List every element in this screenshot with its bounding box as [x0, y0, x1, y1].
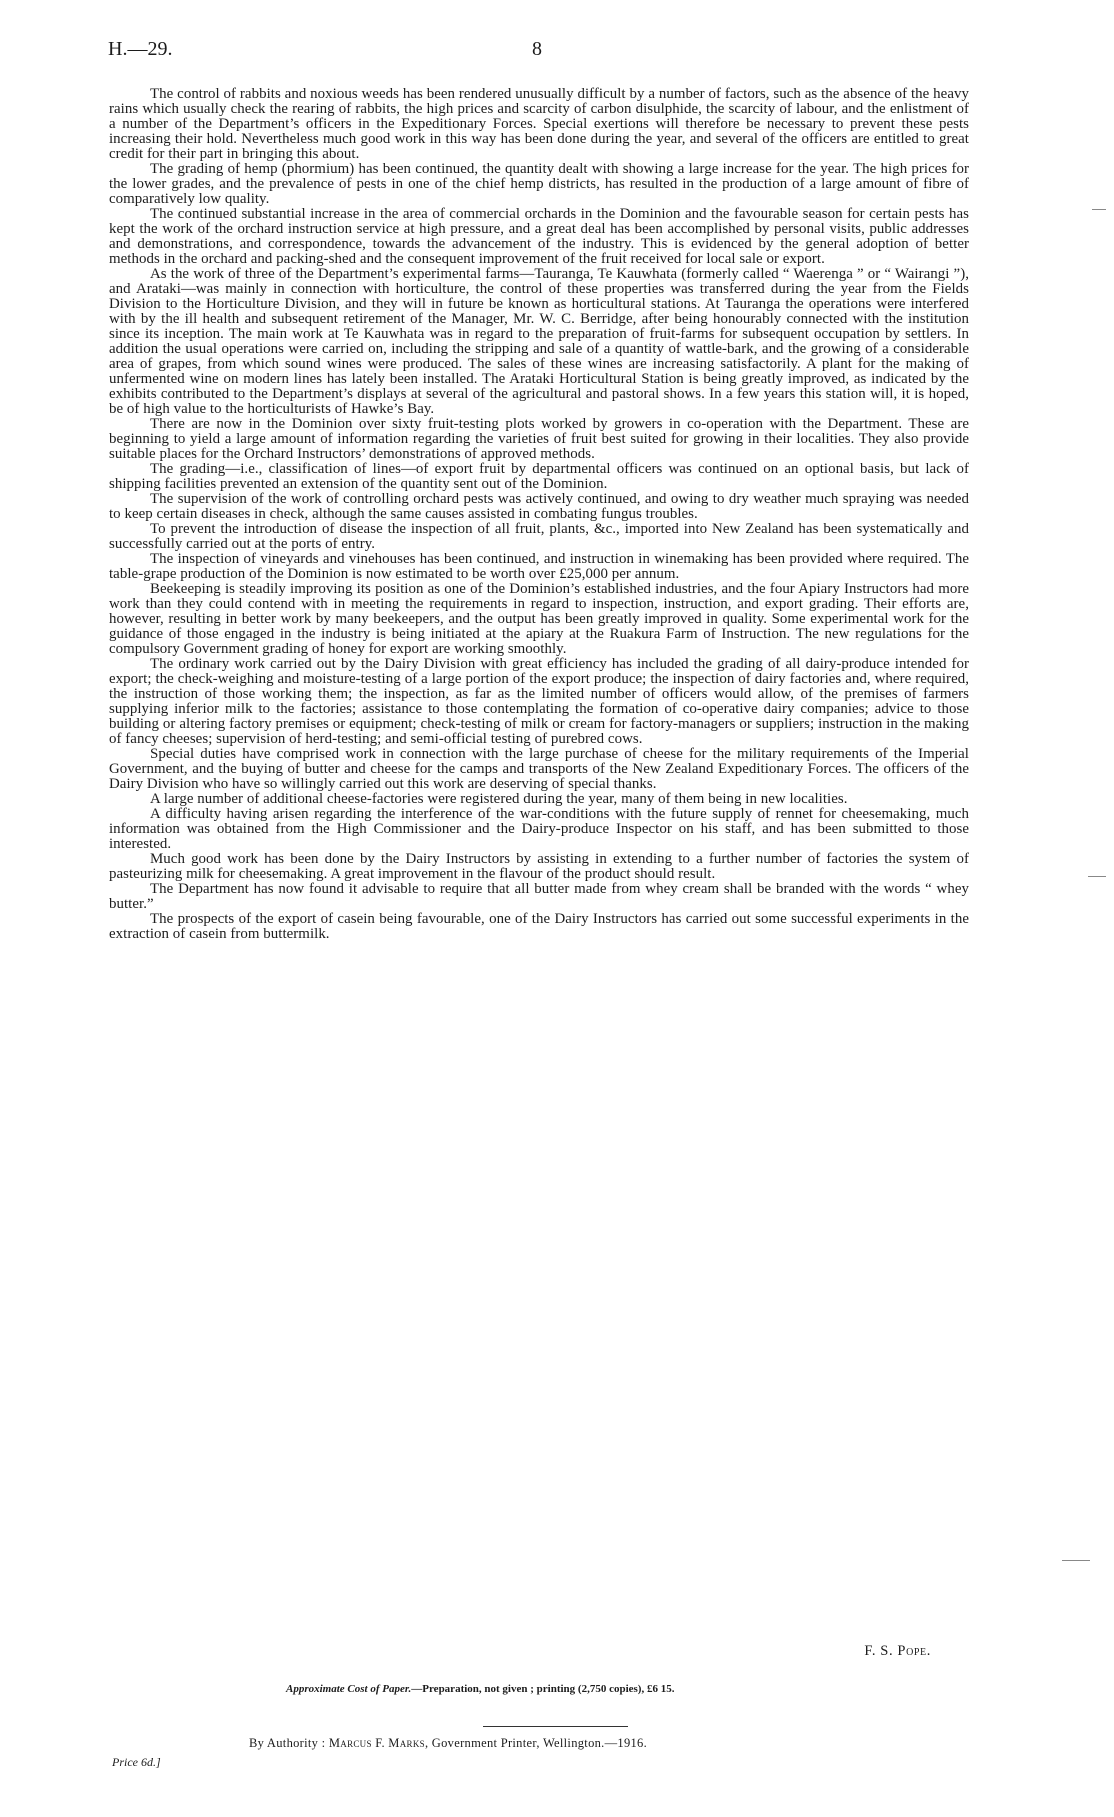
cost-of-paper — [286, 1683, 674, 1695]
cost-label: Approximate Cost of Paper. — [286, 1683, 412, 1695]
paragraph-whey-butter: The Department has now found it advisable to require that all butter made from whey cream shall be branded with the words “ whey butter.” — [109, 881, 969, 912]
margin-mark — [1088, 876, 1106, 877]
paragraph-pasteurizing: Much good work has been done by the Dairy Instructors by assisting in extending to a further number of factories the system of pasteurizing milk for cheesemaking. A great improvement in the flavour of the product should result. — [109, 851, 969, 882]
document-reference: H.—29. — [108, 38, 173, 60]
paragraph-dairy-division: The ordinary work carried out by the Dairy Division with great efficiency has included the grading of all dairy-produce intended for export; the check-weighing and moisture-testing of a large portion of the export produce; the inspection of dairy factories and, where required, the instruction of those working them; the inspection, as far as the limited number of officers would allow, of the premises of farmers supplying inferior milk to the factories; assistance to those contemplating the formation of co-operative dairy companies; advice to those building or altering factory premises or equipment; check-testing of milk or cream for factory-managers or suppliers; instruction in the making of fancy cheeses; supervision of herd-testing; and semi-official testing of purebred cows. — [109, 656, 969, 747]
imprint-suffix: , Government Printer, Wellington.—1916. — [424, 1736, 648, 1750]
page-number: 8 — [532, 38, 542, 60]
paragraph-special-duties: Special duties have comprised work in connection with the large purchase of cheese for the military requirements of the Imperial Government, and the buying of butter and cheese for the camps and transports of the New Zealand Expeditionary Forces. The officers of the Dairy Division who have so willingly carried out this work are deserving of special thanks. — [109, 746, 969, 792]
paragraph-experimental-farms: As the work of three of the Department’s experimental farms—Tauranga, Te Kauwhata (formerly called “ Waerenga ” or “ Wairangi ”), and Arataki—was mainly in connection with horticulture, the control of these properties was transferred during the year from the Fields Division to the Horticulture Division, and they will in future be known as horticultural stations. At Tauranga the operations were interfered with by the ill health and subsequent retirement of the Manager, Mr. W. C. Berridge, after being honourably connected with the institution since its inception. The main work at Te Kauwhata was in regard to the preparation of fruit-farms for subsequent occupation by settlers. In addition the usual operations were carried on, including the stripping and sale of a quantity of wattle-bark, and the growing of a considerable area of grapes, from which sound wines were produced. The sales of these wines are increasing satisfactorily. A plant for the making of unfermented wine on modern lines has lately been installed. The Arataki Horticultural Station is being greatly improved, as indicated by the exhibits contributed to the Department’s displays at several of the agricultural and pastoral shows. In a few years this station will, it is hoped, be of high value to the horticulturists of Hawke’s Bay. — [109, 266, 969, 417]
imprint-printer: Marcus F. Marks — [328, 1736, 425, 1750]
paragraph-casein: The prospects of the export of casein being favourable, one of the Dairy Instructors has carried out some successful experiments in the extraction of casein from buttermilk. — [109, 911, 969, 942]
margin-mark — [1062, 1560, 1090, 1561]
paragraph-orchards: The continued substantial increase in the area of commercial orchards in the Dominion and the favourable season for certain pests has kept the work of the orchard instruction service at high pressure, and a great deal has been accomplished by personal visits, public addresses and demonstrations, and correspondence, towards the advancement of the industry. This is evidenced by the general adoption of better methods in the orchard and packing-shed and the consequent improvement of the fruit received for local sale or export. — [109, 206, 969, 267]
paragraph-fruit-testing: There are now in the Dominion over sixty fruit-testing plots worked by growers in co-operation with the Department. These are beginning to yield a large amount of information regarding the varieties of fruit best suited for growing in their localities. They also provide suitable places for the Orchard Instructors’ demonstrations of approved methods. — [109, 416, 969, 462]
paragraph-fruit-grading: The grading—i.e., classification of lines—of export fruit by departmental officers was continued on an optional basis, but lack of shipping facilities prevented an extension of the quantity sent out of the Dominion. — [109, 461, 969, 492]
body-text — [109, 87, 969, 942]
price-label: Price 6d.] — [112, 1755, 161, 1769]
paragraph-beekeeping: Beekeeping is steadily improving its position as one of the Dominion’s established industries, and the four Apiary Instructors had more work than they could contend with in meeting the requirements in regard to inspection, instruction, and export grading. Their efforts are, however, resulting in better work by many beekeepers, and the output has been greatly improved in quality. Some experimental work for the guidance of those engaged in the industry is being initiated at the apiary at the Ruakura Farm of Instruction. The new regulations for the compulsory Government grading of honey for export are working smoothly. — [109, 581, 969, 657]
paragraph-hemp: The grading of hemp (phormium) has been continued, the quantity dealt with showing a large increase for the year. The high prices for the lower grades, and the prevalence of pests in one of the chief hemp districts, has resulted in the production of a large amount of fibre of comparatively low quality. — [109, 161, 969, 207]
paragraph-rabbits: The control of rabbits and noxious weeds has been rendered unusually difficult by a number of factors, such as the absence of the heavy rains which usually check the rearing of rabbits, the high prices and scarcity of carbon disulphide, the scarcity of labour, and the enlistment of a number of the Department’s officers in the Expeditionary Forces. Special exertions will therefore be necessary to prevent these pests increasing their hold. Nevertheless much good work in this way has been done during the year, and several of the officers are entitled to great credit for their part in bringing this about. — [109, 86, 969, 162]
imprint-prefix: By Authority : — [249, 1736, 329, 1750]
paragraph-import-inspection: To prevent the introduction of disease the inspection of all fruit, plants, &c., imported into New Zealand has been systematically and successfully carried out at the ports of entry. — [109, 521, 969, 552]
cost-text: —Preparation, not given ; printing (2,750 copies), £6 15. — [411, 1683, 675, 1695]
signature: F. S. Pope. — [864, 1643, 931, 1659]
page-header — [108, 38, 968, 64]
printer-imprint — [249, 1736, 647, 1751]
paragraph-rennet: A difficulty having arisen regarding the interference of the war-conditions with the future supply of rennet for cheesemaking, much information was obtained from the High Commissioner and the Dairy-produce Inspector on his staff, and has been submitted to those interested. — [109, 806, 969, 852]
footer-divider — [483, 1726, 628, 1727]
paragraph-orchard-pests: The supervision of the work of controlling orchard pests was actively continued, and owing to dry weather much spraying was needed to keep certain diseases in check, although the same causes assisted in combating fungus troubles. — [109, 491, 969, 522]
paragraph-cheese-factories: A large number of additional cheese-factories were registered during the year, many of them being in new localities. — [150, 791, 848, 807]
margin-mark — [1092, 209, 1106, 210]
paragraph-vineyards: The inspection of vineyards and vinehouses has been continued, and instruction in winemaking has been provided where required. The table-grape production of the Dominion is now estimated to be worth over £25,000 per annum. — [109, 551, 969, 582]
